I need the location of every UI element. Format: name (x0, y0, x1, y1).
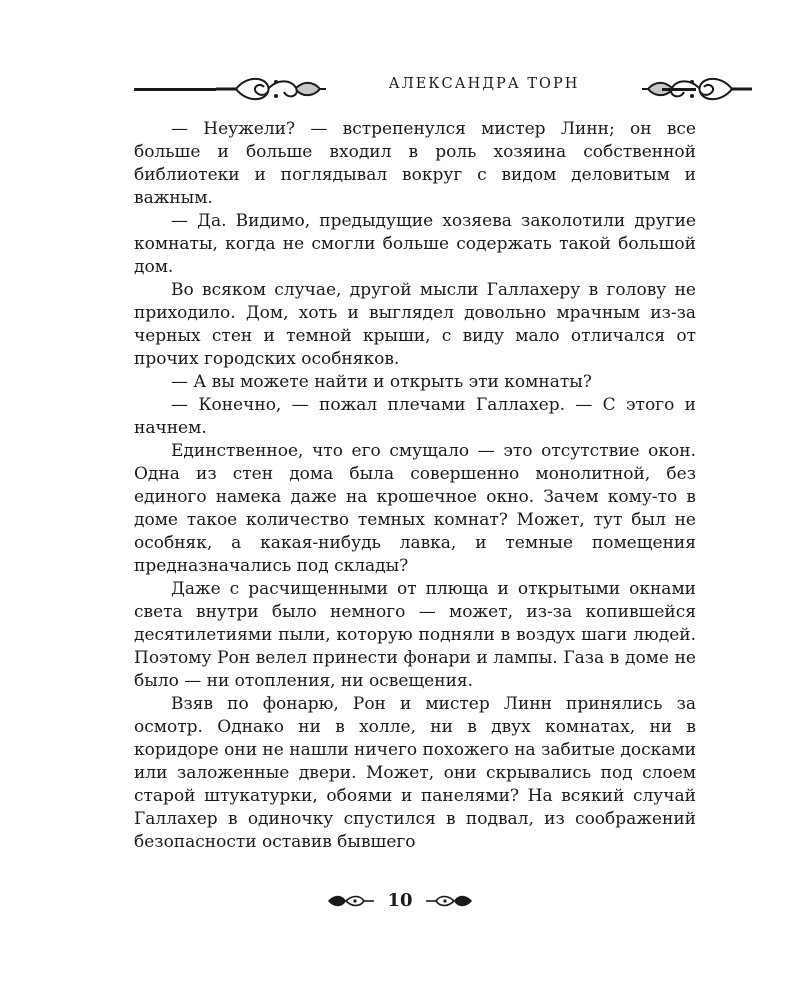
footer-flourish-right-icon (424, 892, 474, 910)
header-rule-right (662, 88, 696, 91)
flourish-left-icon (216, 72, 326, 106)
paragraph: — Конечно, — пожал плечами Галлахер. — С этого и начнем. (134, 395, 696, 438)
body-text (134, 118, 696, 854)
flourish-right-icon (642, 72, 752, 106)
paragraph: Взяв по фонарю, Рон и мистер Линн принялись за осмотр. Однако ни в холле, ни в двух комнатах, ни в коридоре они не нашли ничего похожего на забитые досками или заложенные двери. Может, они скрывались под слоем старой штукатурки, обоями и панелями? На всякий случай Галлахер в одиночку спустился в подвал, из соображений безопасности оставив бывшего (134, 694, 696, 852)
footer-flourish-left-icon (326, 892, 376, 910)
paragraph: — Неужели? — встрепенулся мистер Линн; он все больше и больше входил в роль хозяина собственной библиотеки и поглядывал вокруг с видом деловитым и важным. (134, 119, 696, 208)
paragraph: — А вы можете найти и открыть эти комнаты? (171, 372, 592, 392)
paragraph: Единственное, что его смущало — это отсутствие окон. Одна из стен дома была совершенно монолитной, без единого намека даже на крошечное окно. Зачем кому-то в доме такое количество темных комнат? Может, тут был не особняк, а какая-нибудь лавка, и темные помещения предназначались под склады? (134, 441, 696, 576)
header-rule-left (134, 88, 216, 91)
running-title: АЛЕКСАНДРА ТОРН (388, 76, 580, 92)
paragraph: Даже с расчищенными от плюща и открытыми окнами света внутри было немного — может, из-за копившейся десятилетиями пыли, которую подняли в воздух шаги людей. Поэтому Рон велел принести фонари и лампы. Газа в доме не было — ни отопления, ни освещения. (134, 579, 696, 691)
paragraph: — Да. Видимо, предыдущие хозяева заколотили другие комнаты, когда не смогли больше содержать такой большой дом. (134, 211, 696, 277)
page-number: 10 (387, 890, 413, 911)
page-footer (0, 890, 800, 920)
paragraph: Во всяком случае, другой мысли Галлахеру в голову не приходило. Дом, хоть и выглядел довольно мрачным из-за черных стен и темной крыши, с виду мало отличался от прочих городских особняков. (134, 280, 696, 369)
running-header (134, 70, 696, 110)
